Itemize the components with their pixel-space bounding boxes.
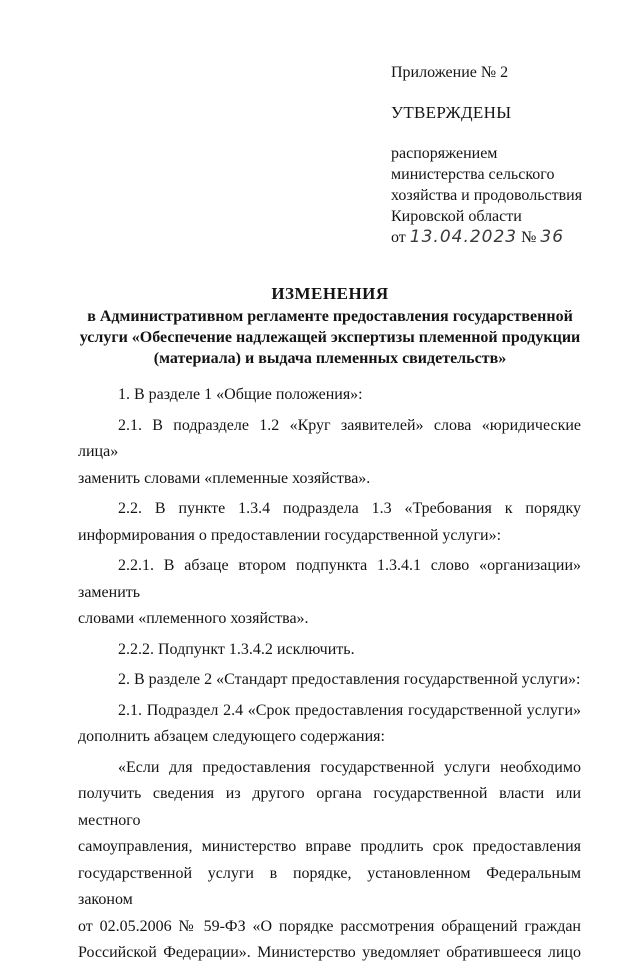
quoted-paragraph	[78, 755, 581, 967]
paragraph-line: дополнить абзацем следующего содержания:	[78, 728, 385, 745]
paragraph-2-2-2: 2.2.2. Подпункт 1.3.4.2 исключить.	[118, 640, 355, 658]
approved-label: УТВЕРЖДЕНЫ	[391, 103, 512, 122]
heading-subtitle-line: (материала) и выдача племенных свидетельств»	[153, 350, 507, 367]
handwritten-date: 13.04.2023	[409, 227, 518, 247]
paragraph-2-1	[78, 413, 581, 493]
document-body	[78, 382, 581, 967]
paragraph-section-2: 2. В разделе 2 «Стандарт предоставления государственной услуги»:	[118, 671, 581, 688]
paragraph-2-2-1	[78, 553, 581, 633]
order-line: Кировской области	[391, 208, 522, 225]
paragraph-line: «Если для предоставления государственной услуги необходимо	[118, 758, 581, 776]
order-line: хозяйства и продовольствия	[391, 187, 583, 204]
order-date-line	[391, 227, 631, 248]
paragraph-line: от 02.05.2006 № 59-ФЗ «О порядке рассмотрения обращений граждан	[78, 917, 581, 935]
appendix-label: Приложение № 2	[391, 64, 509, 81]
date-prefix: от	[391, 229, 406, 246]
paragraph-line: заменить словами «племенные хозяйства».	[78, 469, 371, 487]
handwritten-number: 36	[540, 227, 565, 247]
paragraph-line: получить сведения из другого органа государственной власти или местного	[78, 785, 581, 829]
heading-subtitle-line: услуги «Обеспечение надлежащей экспертизы племенной продукции	[79, 329, 581, 346]
heading-title: ИЗМЕНЕНИЯ	[271, 284, 389, 303]
paragraph-line: 2.2. В пункте 1.3.4 подраздела 1.3 «Требования к порядку	[118, 500, 581, 517]
paragraph-line: государственной услуги в порядке, установленном Федеральным законом	[78, 864, 581, 908]
order-line: распоряжением	[391, 145, 498, 162]
paragraph-line: Российской Федерации». Министерство уведомляет обратившееся лицо	[78, 944, 581, 961]
heading-subtitle-line: в Административном регламенте предоставления государственной	[87, 308, 573, 325]
paragraph-line: 2.1. Подраздел 2.4 «Срок предоставления государственной услуги»	[118, 701, 581, 719]
paragraph-section-1: 1. В разделе 1 «Общие положения»:	[118, 386, 363, 403]
approval-block	[391, 62, 631, 248]
paragraph-line: 2.2.1. В абзаце втором подпункта 1.3.4.1 слово «организации» заменить	[78, 557, 581, 601]
document-heading	[70, 283, 590, 369]
paragraph-line: 2.1. В подразделе 1.2 «Круг заявителей» слова «юридические лица»	[78, 416, 581, 460]
order-reference	[391, 143, 631, 248]
order-line: министерства сельского	[391, 166, 555, 183]
paragraph-2-2	[78, 496, 581, 549]
number-label: №	[521, 229, 537, 246]
paragraph-line: самоуправления, министерство вправе продлить срок предоставления	[78, 838, 581, 855]
paragraph-line: словами «племенного хозяйства».	[78, 610, 309, 627]
paragraph-2-1-section-2	[78, 698, 581, 751]
paragraph-line: информирования о предоставлении государственной услуги»:	[78, 526, 502, 544]
